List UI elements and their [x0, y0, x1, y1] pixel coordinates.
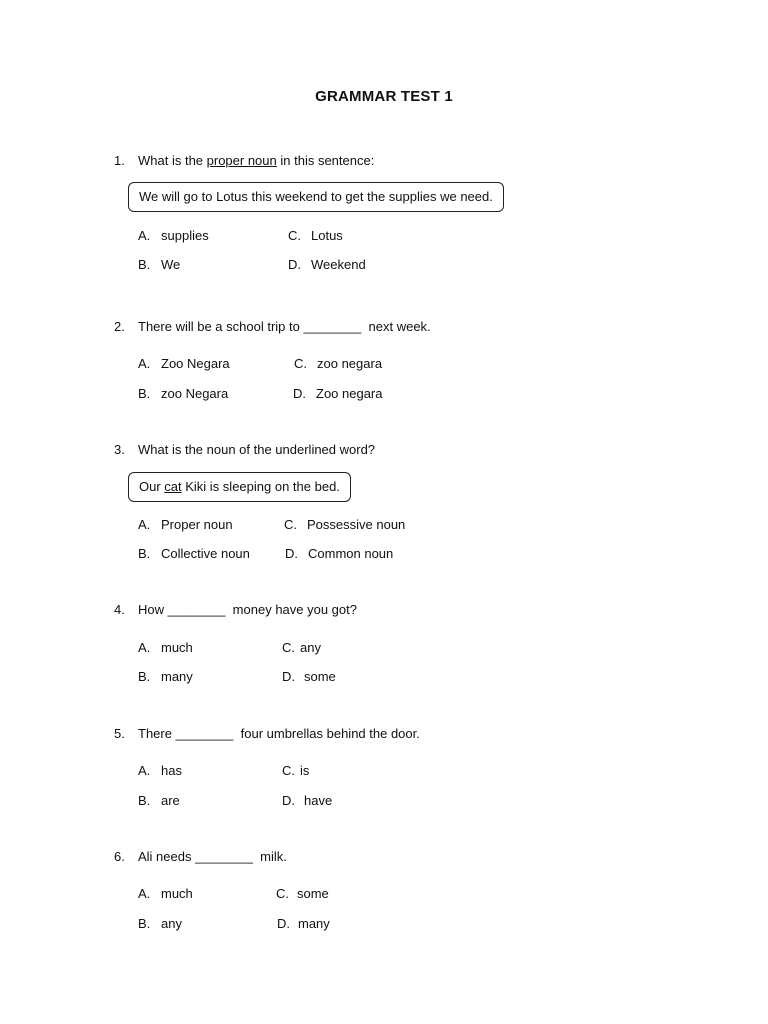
option-text: Possessive noun — [307, 517, 406, 532]
question-5 — [114, 724, 674, 808]
sentence-box — [128, 182, 504, 212]
option-text: much — [161, 886, 193, 901]
option-text: Lotus — [311, 228, 343, 243]
option-text: zoo Negara — [161, 386, 229, 401]
option-letter: B. — [138, 546, 151, 561]
option-d[interactable] — [282, 667, 336, 687]
option-letter: A. — [138, 763, 151, 778]
question-5-stem — [114, 724, 674, 744]
option-text: many — [298, 916, 330, 931]
question-2-stem — [114, 317, 674, 337]
question-4 — [114, 600, 674, 684]
option-text: much — [161, 640, 193, 655]
option-text: some — [304, 669, 336, 684]
option-c[interactable] — [288, 226, 343, 246]
option-text: Collective noun — [161, 546, 250, 561]
option-c[interactable] — [282, 638, 321, 658]
sentence-text: Kiki is sleeping on the bed. — [181, 479, 340, 494]
question-text: What is the noun of the underlined word? — [138, 442, 376, 457]
option-text: We — [161, 257, 181, 272]
option-a[interactable] — [138, 884, 193, 904]
question-4-stem — [114, 600, 674, 620]
question-1 — [114, 151, 674, 272]
question-number: 4. — [114, 602, 125, 617]
option-letter: D. — [293, 386, 306, 401]
option-text: are — [161, 793, 180, 808]
option-text: any — [161, 916, 182, 931]
question-3 — [114, 440, 674, 561]
option-text: any — [300, 640, 321, 655]
question-6 — [114, 847, 674, 931]
option-letter: D. — [288, 257, 301, 272]
option-c[interactable] — [282, 761, 309, 781]
option-a[interactable] — [138, 354, 230, 374]
option-b[interactable] — [138, 667, 193, 687]
option-d[interactable] — [288, 255, 366, 275]
page-title: GRAMMAR TEST 1 — [315, 88, 453, 105]
option-text: have — [304, 793, 333, 808]
question-1-stem — [114, 151, 674, 171]
sentence-text: We will go to Lotus this weekend to get the supplies we need. — [139, 189, 493, 204]
option-text: some — [297, 886, 329, 901]
question-number: 2. — [114, 319, 125, 334]
option-text: many — [161, 669, 193, 684]
option-text: Weekend — [311, 257, 366, 272]
option-a[interactable] — [138, 226, 209, 246]
option-text: supplies — [161, 228, 209, 243]
option-text: is — [300, 763, 310, 778]
question-6-stem — [114, 847, 674, 867]
option-b[interactable] — [138, 544, 250, 564]
option-d[interactable] — [293, 384, 383, 404]
question-text: Ali needs ________ milk. — [138, 849, 287, 864]
option-b[interactable] — [138, 914, 182, 934]
option-d[interactable] — [277, 914, 330, 934]
option-text: has — [161, 763, 182, 778]
option-b[interactable] — [138, 791, 180, 811]
option-letter: A. — [138, 640, 151, 655]
question-number: 1. — [114, 153, 125, 168]
option-letter: D. — [282, 669, 295, 684]
option-letter: A. — [138, 886, 151, 901]
option-letter: C. — [276, 886, 289, 901]
question-text: There will be a school trip to ________ next week. — [138, 319, 431, 334]
option-letter: B. — [138, 386, 151, 401]
option-a[interactable] — [138, 515, 233, 535]
option-b[interactable] — [138, 384, 228, 404]
option-c[interactable] — [276, 884, 329, 904]
option-text: Zoo Negara — [161, 356, 230, 371]
option-b[interactable] — [138, 255, 180, 275]
option-letter: C. — [288, 228, 301, 243]
option-c[interactable] — [284, 515, 405, 535]
question-text: There ________ four umbrellas behind the door. — [138, 726, 420, 741]
question-number: 3. — [114, 442, 125, 457]
option-text: zoo negara — [317, 356, 383, 371]
option-text: Proper noun — [161, 517, 233, 532]
question-number: 6. — [114, 849, 125, 864]
underlined-word: cat — [164, 479, 182, 494]
sentence-box — [128, 472, 351, 502]
question-3-stem — [114, 440, 674, 460]
option-letter: C. — [282, 763, 295, 778]
question-text: in this sentence: — [276, 153, 375, 168]
option-letter: C. — [294, 356, 307, 371]
option-text: Zoo negara — [316, 386, 383, 401]
question-text: How ________ money have you got? — [138, 602, 357, 617]
option-d[interactable] — [285, 544, 393, 564]
option-letter: B. — [138, 669, 151, 684]
option-letter: A. — [138, 517, 151, 532]
option-letter: A. — [138, 228, 151, 243]
option-letter: D. — [277, 916, 290, 931]
option-letter: C. — [284, 517, 297, 532]
option-letter: D. — [285, 546, 298, 561]
question-number: 5. — [114, 726, 125, 741]
question-2 — [114, 317, 674, 401]
underlined-term: proper noun — [206, 153, 277, 168]
option-letter: B. — [138, 793, 151, 808]
option-letter: B. — [138, 916, 151, 931]
option-c[interactable] — [294, 354, 382, 374]
option-a[interactable] — [138, 638, 193, 658]
option-letter: C. — [282, 640, 295, 655]
question-text: What is the — [138, 153, 207, 168]
option-a[interactable] — [138, 761, 182, 781]
option-letter: D. — [282, 793, 295, 808]
option-d[interactable] — [282, 791, 332, 811]
option-letter: A. — [138, 356, 151, 371]
sentence-text: Our — [139, 479, 165, 494]
option-letter: B. — [138, 257, 151, 272]
option-text: Common noun — [308, 546, 394, 561]
